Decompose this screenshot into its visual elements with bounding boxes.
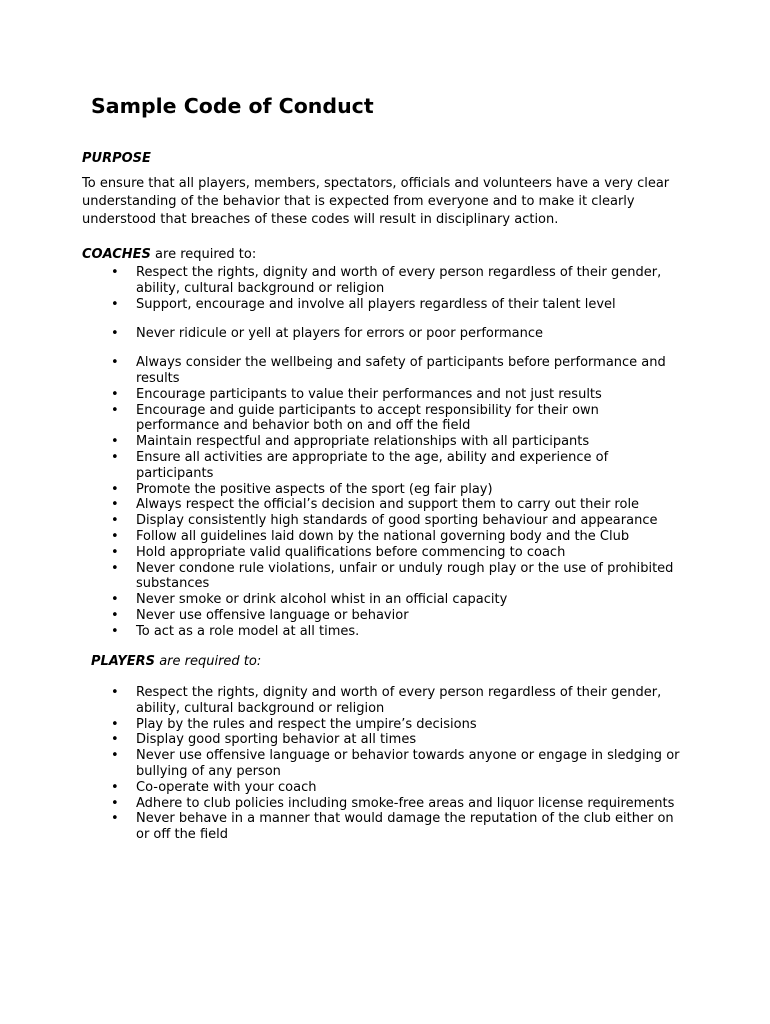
list-item: • Display good sporting behavior at all times xyxy=(111,732,417,748)
list-item: • Promote the positive aspects of the sport (eg fair play) xyxy=(111,481,493,497)
bullet-icon: • xyxy=(111,449,119,465)
list-item: • Hold appropriate valid qualifications before commencing to coach xyxy=(111,544,566,560)
players-intro xyxy=(91,653,261,671)
bullet-icon: • xyxy=(111,779,119,795)
bullet-icon: • xyxy=(111,528,119,544)
list-item: • Encourage and guide participants to accept responsibility for their own performance and behavior both on and off the field xyxy=(111,402,599,434)
list-item: • Always consider the wellbeing and safety of participants before performance and results xyxy=(111,355,666,386)
list-item: • Never use offensive language or behavior xyxy=(111,607,409,623)
list-item: • Never ridicule or yell at players for errors or poor performance xyxy=(111,325,543,341)
list-item: • Never use offensive language or behavior towards anyone or engage in sledging or bullying of any person xyxy=(111,748,680,779)
list-item: • Ensure all activities are appropriate to the age, ability and experience of participants xyxy=(111,449,609,481)
bullet-icon: • xyxy=(111,607,119,623)
coaches-keyword: COACHES xyxy=(82,247,151,262)
bullet-icon: • xyxy=(111,296,119,312)
bullet-icon: • xyxy=(111,481,119,497)
bullet-icon: • xyxy=(111,513,119,529)
page-title: Sample Code of Conduct xyxy=(91,94,374,118)
players-keyword: PLAYERS xyxy=(91,654,156,669)
bullet-icon: • xyxy=(111,811,119,827)
bullet-icon: • xyxy=(111,748,119,764)
bullet-icon: • xyxy=(111,716,119,732)
bullet-icon: • xyxy=(111,795,119,811)
list-item: • Never behave in a manner that would damage the reputation of the club either on or off the field xyxy=(111,811,674,843)
list-item: • Adhere to club policies including smoke-free areas and liquor license requirements xyxy=(111,795,675,811)
bullet-icon: • xyxy=(111,325,119,341)
bullet-icon: • xyxy=(111,434,119,450)
bullet-icon: • xyxy=(111,386,119,402)
players-list xyxy=(110,685,680,843)
list-item: • Encourage participants to value their performances and not just results xyxy=(111,386,602,402)
bullet-icon: • xyxy=(111,544,119,560)
bullet-icon: • xyxy=(111,732,119,748)
list-item: • Never smoke or drink alcohol whist in an official capacity xyxy=(111,592,508,608)
list-item: • Respect the rights, dignity and worth of every person regardless of their gender, ability, cultural background or religion xyxy=(111,685,662,716)
coaches-list xyxy=(110,265,680,640)
bullet-icon: • xyxy=(111,497,119,513)
purpose-paragraph: To ensure that all players, members, spectators, officials and volunteers have a very clear understanding of the behavior that is expected from everyone and to make it clearly understood that breaches of these codes will result in disciplinary action. xyxy=(82,176,670,227)
list-item: • Follow all guidelines laid down by the national governing body and the Club xyxy=(111,528,630,544)
list-item: • Co-operate with your coach xyxy=(111,779,317,795)
list-item: • Respect the rights, dignity and worth of every person regardless of their gender, ability, cultural background or religion xyxy=(111,265,662,296)
players-intro-suffix: are required to: xyxy=(155,654,262,669)
bullet-icon: • xyxy=(111,685,119,700)
bullet-icon: • xyxy=(111,265,119,280)
list-item: • To act as a role model at all times. xyxy=(111,623,360,639)
bullet-icon: • xyxy=(111,560,119,576)
bullet-icon: • xyxy=(111,402,119,418)
bullet-icon: • xyxy=(111,623,119,639)
purpose-heading: PURPOSE xyxy=(82,151,151,166)
list-item: • Always respect the official’s decision and support them to carry out their role xyxy=(111,497,640,513)
list-item: • Support, encourage and involve all players regardless of their talent level xyxy=(111,296,616,312)
list-item: • Never condone rule violations, unfair or unduly rough play or the use of prohibited substances xyxy=(111,560,674,592)
list-item: • Display consistently high standards of good sporting behaviour and appearance xyxy=(111,513,658,529)
bullet-icon: • xyxy=(111,355,119,371)
list-item: • Play by the rules and respect the umpire’s decisions xyxy=(111,716,477,732)
bullet-icon: • xyxy=(111,592,119,608)
list-item: • Maintain respectful and appropriate relationships with all participants xyxy=(111,434,590,450)
coaches-intro xyxy=(82,246,256,264)
coaches-intro-suffix: are required to: xyxy=(150,247,257,262)
